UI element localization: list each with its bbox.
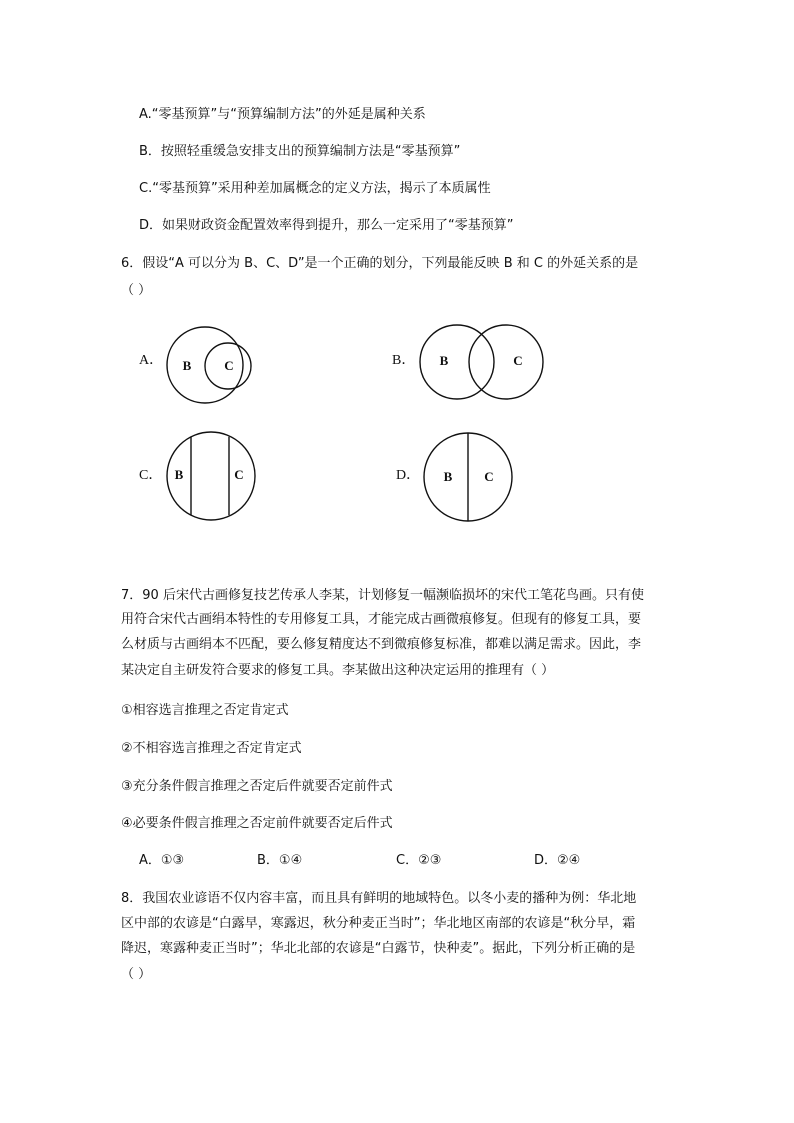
q7-stem-line4: 某决定自主研发符合要求的修复工具。李某做出这种决定运用的推理有（ ）: [121, 663, 555, 678]
q6-diagram-c: [166, 431, 256, 521]
q8-stem-line1: 8．我国农业谚语不仅内容丰富，而且具有鲜明的地域特色。以冬小麦的播种为例：华北地: [121, 891, 637, 906]
q7-item-4: ④必要条件假言推理之否定前件就要否定后件式: [121, 816, 393, 831]
q6-option-c-label: C．: [139, 468, 163, 483]
set-c-circle: [469, 325, 543, 399]
q6-option-a-label: A．: [139, 353, 164, 368]
q6-option-d-label: D．: [396, 468, 421, 483]
q6-diagram-d: [423, 432, 513, 522]
q7-item-2: ②不相容选言推理之否定肯定式: [121, 741, 302, 756]
q6-stem-line1: 6．假设“A 可以分为 B、C、D”是一个正确的划分，下列最能反映 B 和 C 的外延关系的是: [121, 256, 639, 271]
q7-choice-c: C．②③: [396, 853, 442, 868]
q6-diagram-a: [165, 325, 245, 405]
q5-option-b: B．按照轻重缓急安排支出的预算编制方法是“零基预算”: [139, 144, 461, 159]
set-c-label: C: [234, 466, 244, 482]
q6-diagram-b: [418, 322, 546, 402]
q7-item-1: ①相容选言推理之否定肯定式: [121, 703, 289, 718]
q7-choice-a: A．①③: [139, 853, 185, 868]
set-c-label: C: [513, 352, 523, 368]
q5-option-a: A.“零基预算”与“预算编制方法”的外延是属种关系: [139, 107, 426, 122]
set-b-label: B: [182, 357, 192, 373]
q5-option-c: C.“零基预算”采用种差加属概念的定义方法，揭示了本质属性: [139, 181, 491, 196]
set-b-label: B: [443, 468, 453, 484]
set-c-label: C: [224, 357, 234, 373]
set-c-label: C: [484, 468, 494, 484]
q8-stem-line2: 区中部的农谚是“白露早，寒露迟，秋分种麦正当时”；华北地区南部的农谚是“秋分早，霜: [121, 916, 636, 931]
q7-choice-d: D．②④: [534, 853, 581, 868]
q7-item-3: ③充分条件假言推理之否定后件就要否定前件式: [121, 779, 393, 794]
set-b-label: B: [439, 352, 449, 368]
q7-stem-line1: 7．90 后宋代古画修复技艺传承人李某，计划修复一幅濒临损坏的宋代工笔花鸟画。只有使: [121, 588, 644, 603]
q5-option-d: D．如果财政资金配置效率得到提升，那么一定采用了“零基预算”: [139, 218, 514, 233]
q8-stem-line4: （ ）: [121, 967, 152, 982]
q7-stem-line2: 用符合宋代古画绢本特性的专用修复工具，才能完成古画微痕修复。但现有的修复工具，要: [121, 612, 642, 627]
set-b-circle: [420, 325, 494, 399]
set-b-label: B: [174, 466, 184, 482]
q8-stem-line3: 降迟，寒露种麦正当时”；华北北部的农谚是“白露节，快种麦”。据此，下列分析正确的是: [121, 941, 636, 956]
q7-stem-line3: 么材质与古画绢本不匹配，要么修复精度达不到微痕修复标准，都难以满足需求。因此，李: [121, 637, 642, 652]
q7-choice-b: B．①④: [257, 853, 303, 868]
q6-option-b-label: B．: [392, 353, 416, 368]
q6-stem-line2: （ ）: [121, 283, 152, 298]
